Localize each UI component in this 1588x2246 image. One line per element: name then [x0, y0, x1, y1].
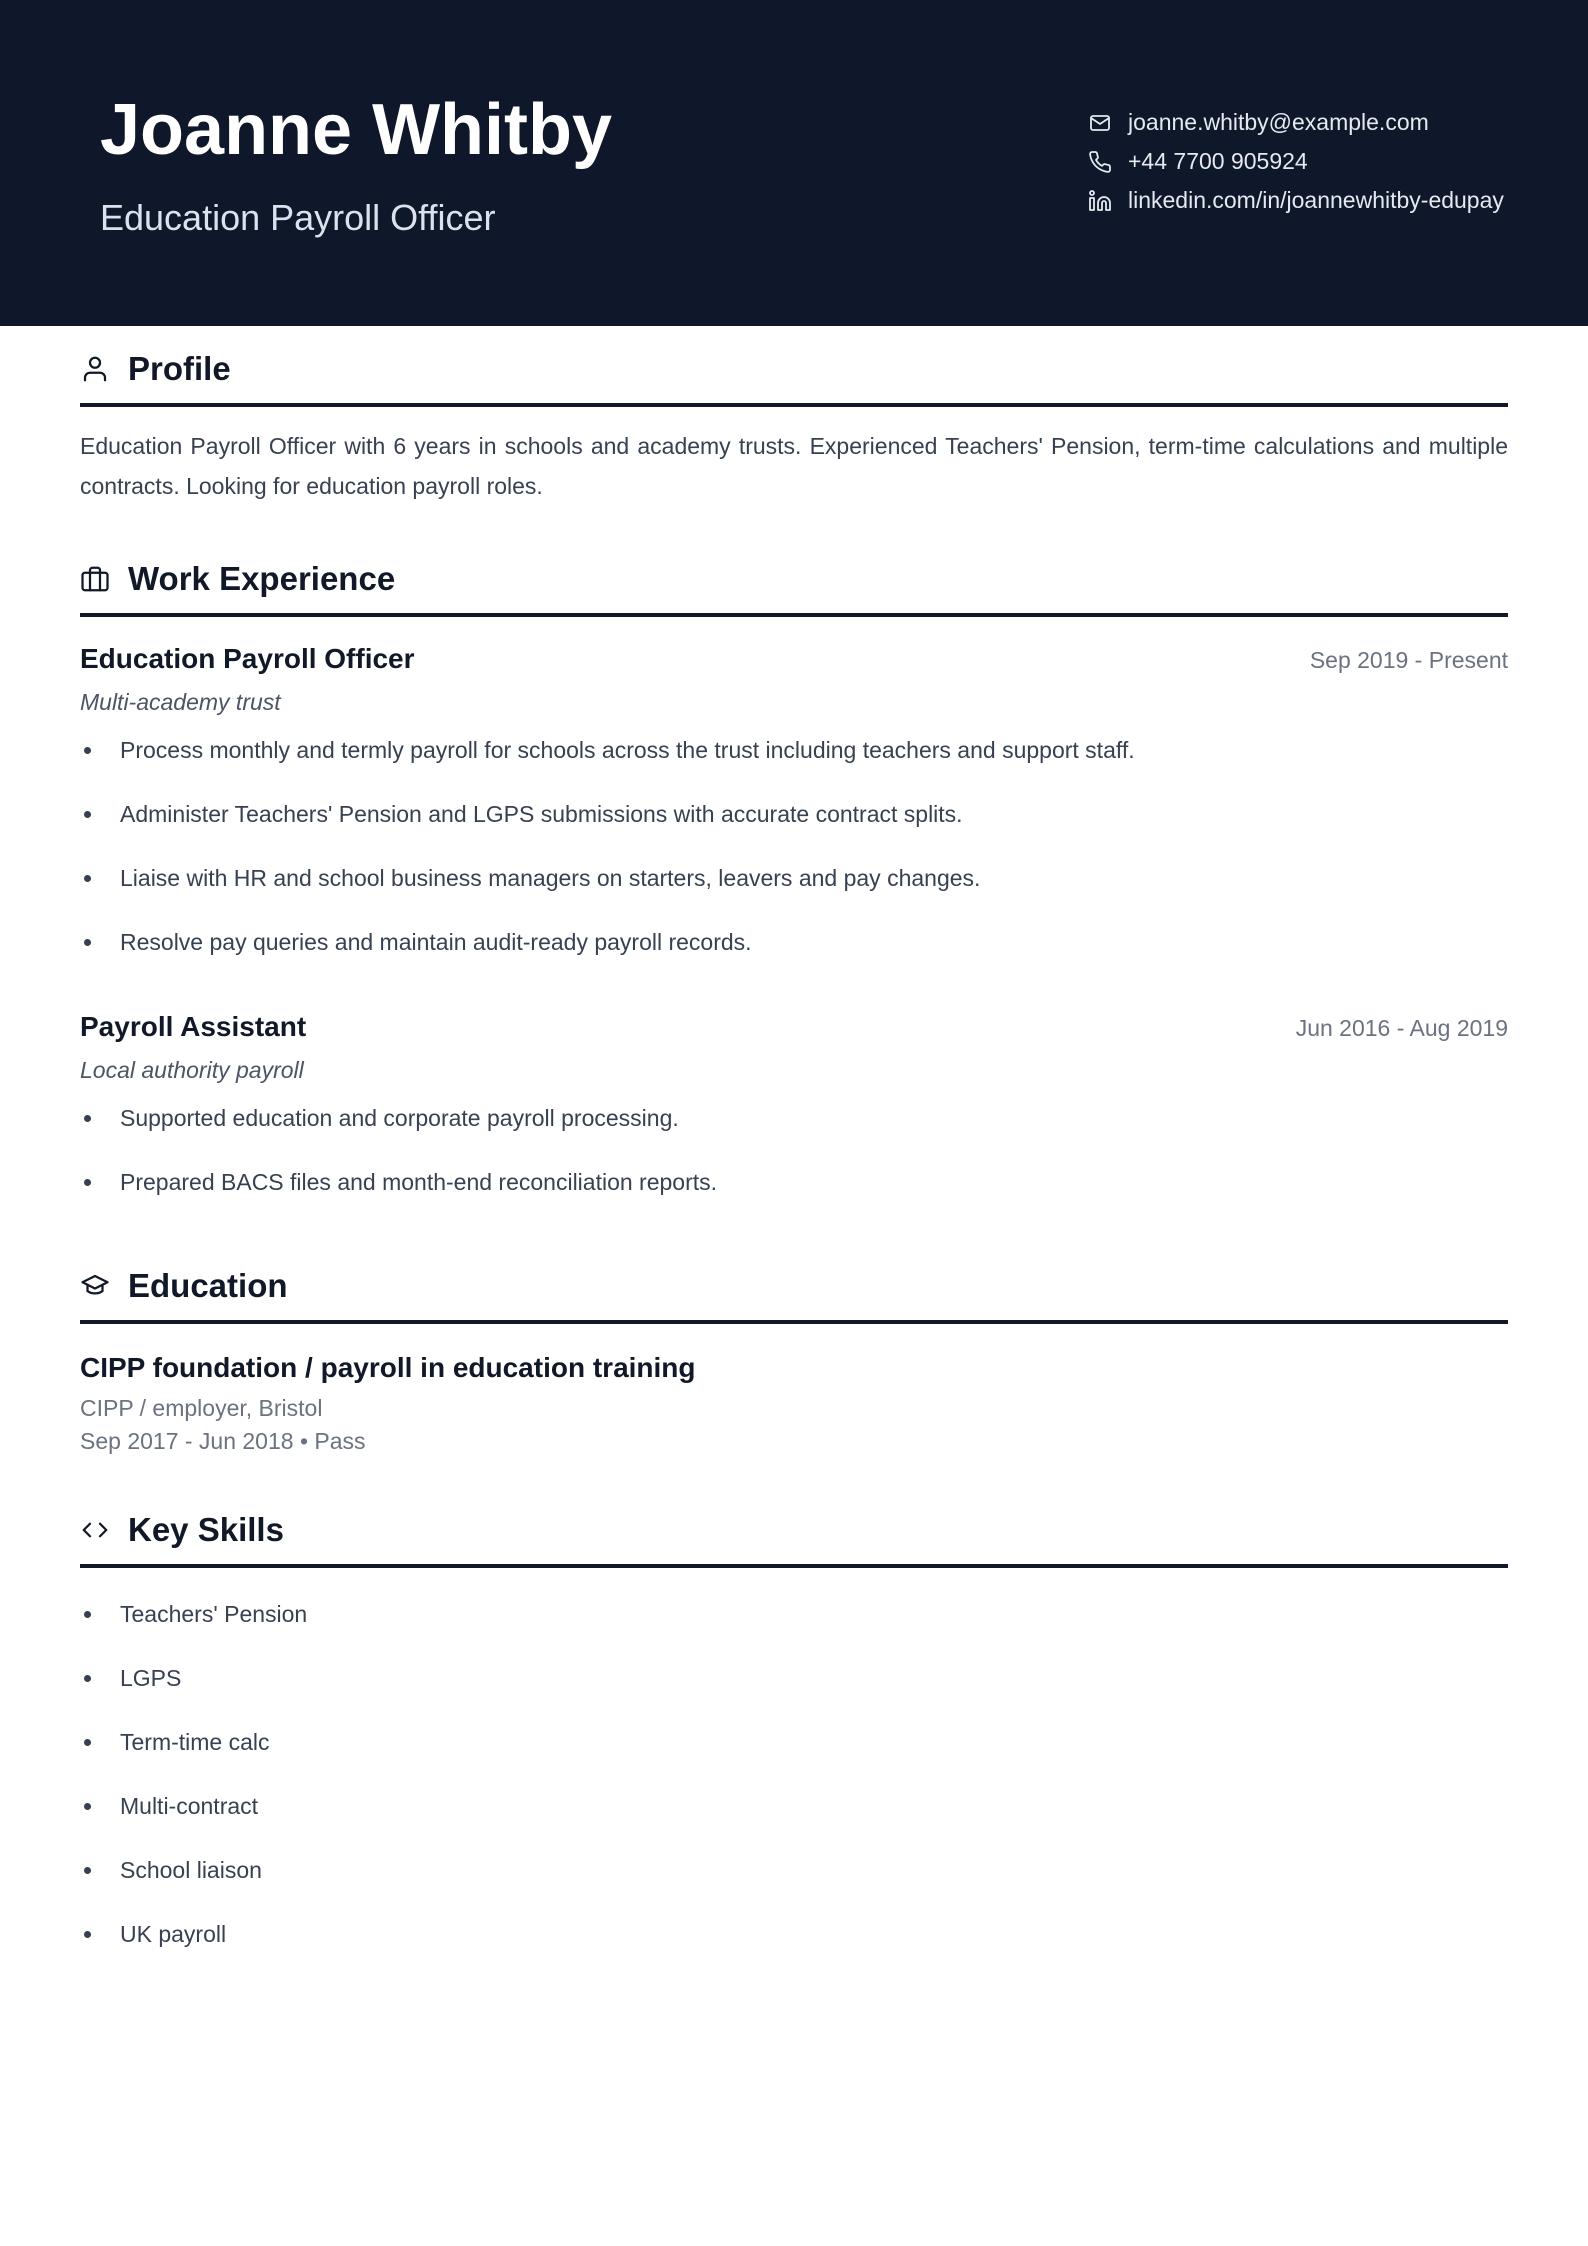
contact-phone[interactable] — [1088, 142, 1504, 181]
job-dates: Sep 2019 - Present — [1309, 647, 1508, 673]
profile-section-header — [80, 347, 1508, 407]
skill-item: Multi-contract — [80, 1790, 1508, 1854]
skill-item: LGPS — [80, 1662, 1508, 1726]
education-heading: Education — [128, 1267, 288, 1304]
section-divider — [80, 613, 1508, 617]
candidate-title: Education Payroll Officer — [100, 197, 496, 238]
phone-icon — [1088, 150, 1112, 174]
contact-linkedin-text: linkedin.com/in/joannewhitby-edupay — [1128, 187, 1504, 213]
education-degree: CIPP foundation / payroll in education training — [80, 1352, 696, 1383]
contact-list — [1088, 103, 1504, 220]
skills-list — [80, 1598, 1508, 1982]
education-section-header — [80, 1264, 1508, 1324]
skill-item: Term-time calc — [80, 1726, 1508, 1790]
contact-email-text: joanne.whitby@example.com — [1128, 109, 1429, 135]
list-item: Prepared BACS files and month-end reconciliation reports. — [80, 1166, 1508, 1230]
resume-header — [0, 0, 1588, 326]
experience-section-header — [80, 557, 1508, 617]
user-icon — [80, 354, 110, 384]
job-entry — [80, 1011, 1508, 1230]
job-title: Payroll Assistant — [80, 1011, 307, 1042]
job-entry — [80, 643, 1508, 990]
section-divider — [80, 403, 1508, 407]
profile-heading: Profile — [128, 350, 231, 387]
profile-summary: Education Payroll Officer with 6 years in schools and academy trusts. Experienced Teachers' Pension, term-time calculations and multiple contracts. Looking for education payroll roles. — [80, 433, 1508, 499]
list-item: Process monthly and termly payroll for schools across the trust including teachers and support staff. — [80, 734, 1508, 798]
list-item: Supported education and corporate payroll processing. — [80, 1102, 1508, 1166]
list-item: Administer Teachers' Pension and LGPS submissions with accurate contract splits. — [80, 798, 1508, 862]
code-icon — [80, 1515, 110, 1545]
education-entry — [80, 1350, 1508, 1458]
skill-item: UK payroll — [80, 1918, 1508, 1982]
skill-item: School liaison — [80, 1854, 1508, 1918]
linkedin-icon — [1088, 189, 1112, 213]
graduation-cap-icon — [80, 1271, 110, 1301]
skills-heading: Key Skills — [128, 1511, 284, 1548]
section-divider — [80, 1564, 1508, 1568]
list-item: Resolve pay queries and maintain audit-ready payroll records. — [80, 926, 1508, 990]
job-company: Multi-academy trust — [80, 689, 281, 715]
candidate-name: Joanne Whitby — [100, 90, 613, 170]
job-bullets — [80, 1102, 1508, 1230]
list-item: Liaise with HR and school business managers on starters, leavers and pay changes. — [80, 862, 1508, 926]
experience-heading: Work Experience — [128, 560, 396, 597]
contact-phone-text: +44 7700 905924 — [1128, 148, 1308, 174]
job-bullets — [80, 734, 1508, 990]
education-details: Sep 2017 - Jun 2018 • Pass — [80, 1428, 366, 1454]
contact-linkedin[interactable] — [1088, 181, 1504, 220]
job-dates: Jun 2016 - Aug 2019 — [1295, 1015, 1508, 1041]
section-divider — [80, 1320, 1508, 1324]
mail-icon — [1088, 111, 1112, 135]
skills-section-header — [80, 1508, 1508, 1568]
skill-item: Teachers' Pension — [80, 1598, 1508, 1662]
education-institution: CIPP / employer, Bristol — [80, 1395, 323, 1421]
job-company: Local authority payroll — [80, 1057, 304, 1083]
job-title: Education Payroll Officer — [80, 643, 415, 674]
briefcase-icon — [80, 564, 110, 594]
contact-email[interactable] — [1088, 103, 1504, 142]
